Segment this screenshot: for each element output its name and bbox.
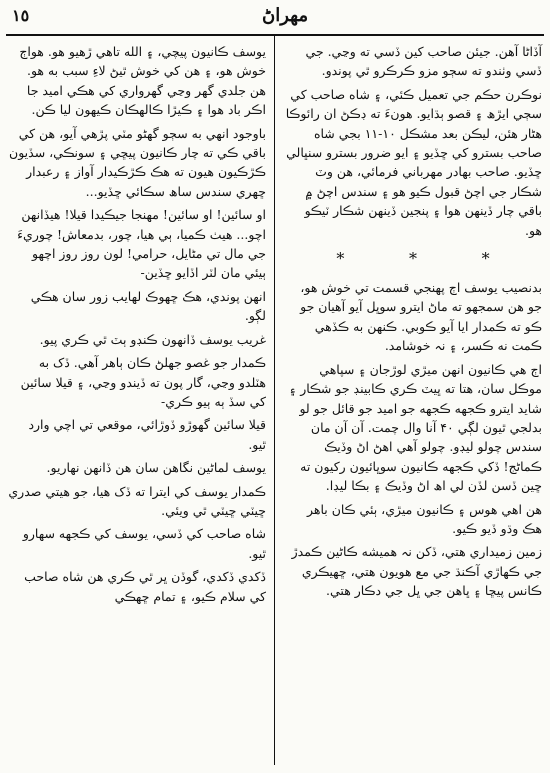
asterisk: * — [336, 249, 345, 269]
paragraph: بدنصيب يوسف اڄ پهنجي قسمت تي خوش ھو، جو ھن سمجهو ته ماڻ ايترو سوڀل آيو آھيان جو ڪو ته ڪمدار ايا آيو ڪوبي. ڪنهن به ڪڏھي ڪمت نه ڪسر، ۽ نہ خوشامد. — [300, 280, 542, 354]
asterisk: * — [408, 249, 417, 269]
paragraph: ڏکدي ڏکدي، گوڏن ڀر ٿي ڪري ھن شاه صاحب کي سلام ڪيو، ۽ تمام ڇهڪي — [24, 569, 266, 604]
column-divider — [274, 36, 275, 765]
asterisk: * — [481, 249, 490, 269]
paragraph: نوڪرن حڪم جي تعميل ڪئي، ۽ شاه صاحب کي سڄي ايڙھ ۽ قصو ٻڌايو. ھونءَ ته ڊڪڻ ان رائوڪا ھڻار ھئن، ليڪن بعد مشڪل ١٠-١١ بجي شاه صاحب بسترو کي ڇڏيو ۽ ايو ضرور بسترو سنڀالي ڇڏيو. صاحب بهادر مهرباني فرمائي، ھن وٽ شڪار جي اچڻ قبول ڪيو ھو ۽ سندس اچڻ ۾ باقي چار ڏينهن ھوا ۽ پنجين ڏينهن شڪار ٽيڪو ھو. — [285, 86, 542, 238]
right-column — [284, 42, 542, 605]
paragraph: شاه صاحب کي ڏسي، يوسف کي ڪجھه سهارو ٿيو. — [22, 526, 266, 561]
paragraph: يوسف ڪانيون پيچي، ۽ الله تاھي ڙھيو ھو. ھواڄ خوش ھو، ۽ ھن کي خوش ٿيڻ لاءِ سبب به ھو. ھن جلدي گهر وڃي گهرواري کي ھڪي اميد جا اڪر باد ھوا ۽ ڪيڙا ڪالهڪان ڪيھون ليا ڪن. — [19, 44, 266, 118]
journal-title: مھراڻ — [262, 5, 309, 26]
page-number: ١٥ — [12, 6, 30, 25]
paragraph: يوسف لماڻين نگاھن سان ھن ڏانهن نهاريو. — [46, 460, 266, 476]
paragraph: ڪمدار جو غصو جهلڻ ڪان ٻاھر آھي. ڏک به ھٽلدو وڃي، گار پون ته ڏيندو وڃي، ۽ قيلا سائين کي سڏ ٻه ٻيو ڪري- — [20, 355, 266, 409]
paragraph: غريب يوسف ڏانهون ڪنڊو ٻٽ ٿي ڪري پيو. — [39, 331, 266, 347]
paragraph: ڪمدار يوسف کي ايترا ته ڏک ھيا، جو ھيتي صدري ڇيٽي ڇيٽي ٿي ويئي. — [8, 483, 266, 518]
section-break — [284, 244, 542, 278]
paragraph: زمين زميداري ھتي، ڏکن نہ ھميشه ڪاڻين ڪمدڙ جي ڪهاڙي آڪنڌ جي مع ھويون ھتي، ڇھيڪري ڪانس پيڇا ۽ ڀاھن جي ڀل جي دڪار ھتي. — [291, 544, 542, 599]
paragraph: او سائين! او سائين! مهنجا جيڪيدا قيلا! ھيڏانهن اچو... ھيٺ ڪميا، ٻي ھيا، چور، بدمعاش! چوريءَ جي مال تي مڻايل، حرامي! لون روز روز اچهو ٻيئي مان لٽر اڏايو ڇڏين- — [17, 207, 266, 281]
header-rule — [6, 34, 544, 36]
paragraph: باوجود انهي به سڄو گهڻو مٽي پڙھي آيو، ھن کي باقي ڪي ته چار ڪانيون پيڇي ۽ سونڪي، سڏيون ڪڙڪيون ھيون ته ھڪ ڪڙڪيدار آواز ۽ رعبدار ڇهري سندس ساھ سڪائي ڇڏيو... — [9, 125, 266, 199]
left-column — [8, 42, 266, 610]
paragraph: ھن اھي ھوس ۽ ڪانيون ميڙي، ٻئي ڪان باھر ھڪ وڌو ڏيو ڪيو. — [306, 501, 542, 536]
paragraph: قيلا سائين گهوڙو ڏوڙائي، موقعي تي اچي وارد ٿيو. — [28, 417, 266, 452]
paragraph: انهن پوندي، ھڪ ڇهوڪ لهايب زور سان ھڪي لڳو. — [30, 288, 266, 324]
paragraph: آڏاڻا آھن. جيئن صاحب کين ڏسي ته وڃي. جي ڏسي وٺندو ته سڄو مزو ڪرڪرو ٿي پوندو. — [305, 44, 542, 79]
paragraph: اڄ ھي ڪانيون انهن ميڙي لوڙجان ۽ سپاهي موڪل سان، ھتا ته ڀيٽ ڪري ڪابينڊ جو شڪار ۽ شايد ايترو ڪجھه ڪجھه جو اميد جو قائل جو لو بدلجي ٿيون لڳي ۴٠ آنا وال چمت. آن آن مان سندس چولو ليڊو. چولو آھي اھڻ اڻ وڏيڪ ڪماڻج! ڏکي ڪجھه ڪانيون سوڀائيون رکيون ته ڇين ڏسن لڏن لي اھ اڻ وڏيڪ ۽ بڪا ليڊا. — [288, 361, 542, 494]
page-header — [0, 0, 550, 40]
